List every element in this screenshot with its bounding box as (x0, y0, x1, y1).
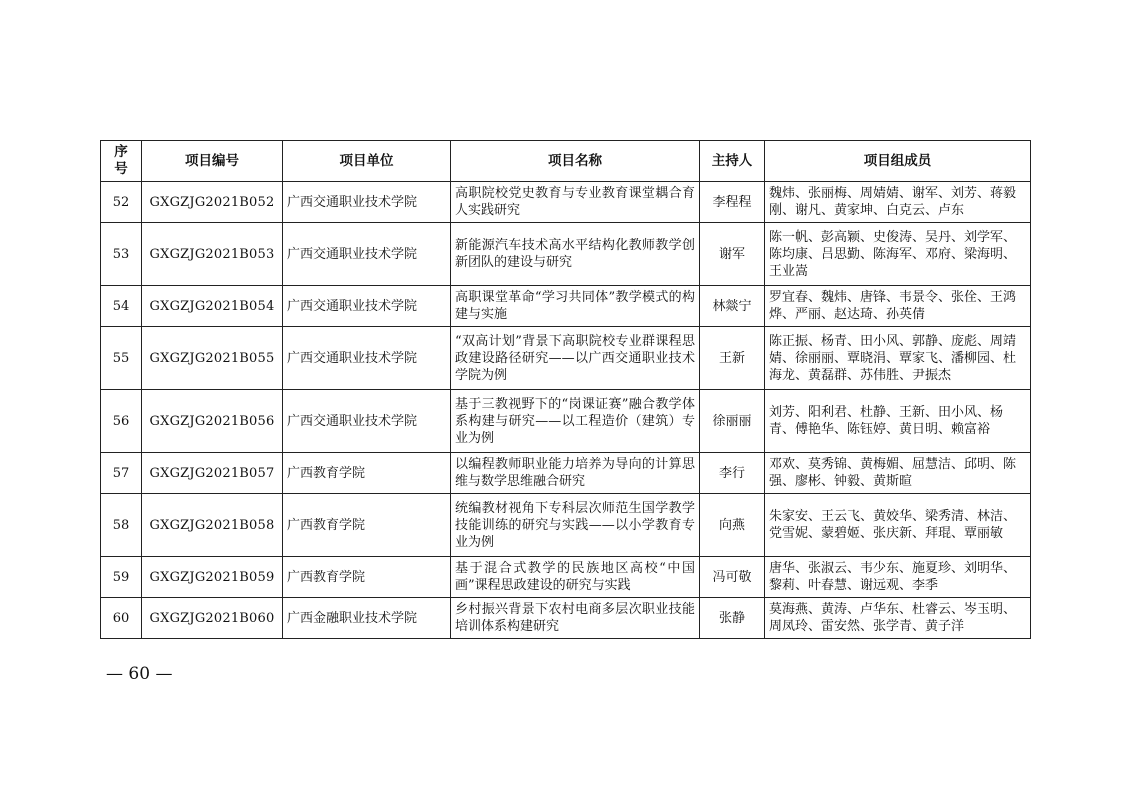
cell-host: 张静 (700, 598, 765, 639)
cell-code: GXGZJG2021B057 (142, 453, 283, 494)
cell-unit: 广西教育学院 (283, 453, 451, 494)
cell-host: 林燚宁 (700, 286, 765, 327)
cell-name: 以编程教师职业能力培养为导向的计算思维与数学思维融合研究 (451, 453, 700, 494)
cell-members: 罗宜春、魏炜、唐锋、韦景令、张佺、王鸿烨、严丽、赵达琦、孙英倩 (765, 286, 1031, 327)
cell-host: 王新 (700, 327, 765, 390)
cell-name: 乡村振兴背景下农村电商多层次职业技能培训体系构建研究 (451, 598, 700, 639)
table-row (101, 453, 1031, 494)
cell-name: 统编教材视角下专科层次师范生国学教学技能训练的研究与实践——以小学教育专业为例 (451, 494, 700, 557)
cell-code: GXGZJG2021B059 (142, 557, 283, 598)
cell-members: 魏炜、张丽梅、周婧婧、谢军、刘芳、蒋毅刚、谢凡、黄家坤、白克云、卢东 (765, 182, 1031, 223)
cell-unit: 广西交通职业技术学院 (283, 390, 451, 453)
cell-name: 高职院校党史教育与专业教育课堂耦合育人实践研究 (451, 182, 700, 223)
cell-unit: 广西交通职业技术学院 (283, 182, 451, 223)
table-header-row (101, 141, 1031, 182)
table-row (101, 598, 1031, 639)
project-table (100, 140, 1031, 639)
cell-host: 向燕 (700, 494, 765, 557)
cell-code: GXGZJG2021B058 (142, 494, 283, 557)
cell-unit: 广西金融职业技术学院 (283, 598, 451, 639)
cell-unit: 广西交通职业技术学院 (283, 327, 451, 390)
cell-no: 56 (101, 390, 142, 453)
header-members: 项目组成员 (765, 141, 1031, 182)
cell-no: 52 (101, 182, 142, 223)
cell-host: 徐丽丽 (700, 390, 765, 453)
cell-members: 唐华、张淑云、韦少东、施夏珍、刘明华、黎莉、叶春慧、谢远观、李季 (765, 557, 1031, 598)
cell-name: 新能源汽车技术高水平结构化教师教学创新团队的建设与研究 (451, 223, 700, 286)
table-row (101, 223, 1031, 286)
page-number: — 60 — (106, 664, 173, 684)
table-row (101, 494, 1031, 557)
header-name: 项目名称 (451, 141, 700, 182)
cell-members: 陈一帆、彭高颖、史俊涛、吴丹、刘学军、陈均康、吕思勤、陈海军、邓府、梁海明、王业嵩 (765, 223, 1031, 286)
cell-no: 58 (101, 494, 142, 557)
cell-unit: 广西交通职业技术学院 (283, 286, 451, 327)
cell-code: GXGZJG2021B054 (142, 286, 283, 327)
cell-no: 59 (101, 557, 142, 598)
cell-no: 55 (101, 327, 142, 390)
cell-members: 朱家安、王云飞、黄姣华、梁秀清、林洁、党雪妮、蒙碧姬、张庆新、拜琨、覃丽敏 (765, 494, 1031, 557)
cell-unit: 广西交通职业技术学院 (283, 223, 451, 286)
cell-name: 高职课堂革命“学习共同体”教学模式的构建与实施 (451, 286, 700, 327)
cell-members: 陈正振、杨青、田小风、郭静、庞彪、周靖婧、徐丽丽、覃晓涓、覃家飞、潘柳园、杜海龙、黄磊群、苏伟胜、尹振杰 (765, 327, 1031, 390)
table-row (101, 327, 1031, 390)
cell-no: 57 (101, 453, 142, 494)
header-code: 项目编号 (142, 141, 283, 182)
cell-members: 刘芳、阳利君、杜静、王新、田小风、杨青、傅艳华、陈钰婷、黄日明、赖富裕 (765, 390, 1031, 453)
cell-code: GXGZJG2021B053 (142, 223, 283, 286)
cell-no: 54 (101, 286, 142, 327)
cell-no: 53 (101, 223, 142, 286)
cell-members: 邓欢、莫秀锦、黄梅媚、屈慧洁、邱明、陈强、廖彬、钟毅、黄斯暄 (765, 453, 1031, 494)
header-host: 主持人 (700, 141, 765, 182)
cell-code: GXGZJG2021B052 (142, 182, 283, 223)
cell-name: 基于三教视野下的“岗课证赛”融合教学体系构建与研究——以工程造价（建筑）专业为例 (451, 390, 700, 453)
table-row (101, 557, 1031, 598)
cell-code: GXGZJG2021B056 (142, 390, 283, 453)
cell-unit: 广西教育学院 (283, 557, 451, 598)
cell-no: 60 (101, 598, 142, 639)
cell-name: 基于混合式教学的民族地区高校“中国画”课程思政建设的研究与实践 (451, 557, 700, 598)
cell-members: 莫海燕、黄涛、卢华东、杜睿云、岑玉明、周凤玲、雷安然、张学青、黄子洋 (765, 598, 1031, 639)
table-row (101, 390, 1031, 453)
header-unit: 项目单位 (283, 141, 451, 182)
cell-host: 谢军 (700, 223, 765, 286)
table-row (101, 286, 1031, 327)
cell-name: “双高计划”背景下高职院校专业群课程思政建设路径研究——以广西交通职业技术学院为例 (451, 327, 700, 390)
cell-unit: 广西教育学院 (283, 494, 451, 557)
cell-host: 李程程 (700, 182, 765, 223)
cell-host: 李行 (700, 453, 765, 494)
header-no: 序号 (101, 141, 142, 182)
cell-host: 冯可敬 (700, 557, 765, 598)
table-row (101, 182, 1031, 223)
cell-code: GXGZJG2021B055 (142, 327, 283, 390)
cell-code: GXGZJG2021B060 (142, 598, 283, 639)
